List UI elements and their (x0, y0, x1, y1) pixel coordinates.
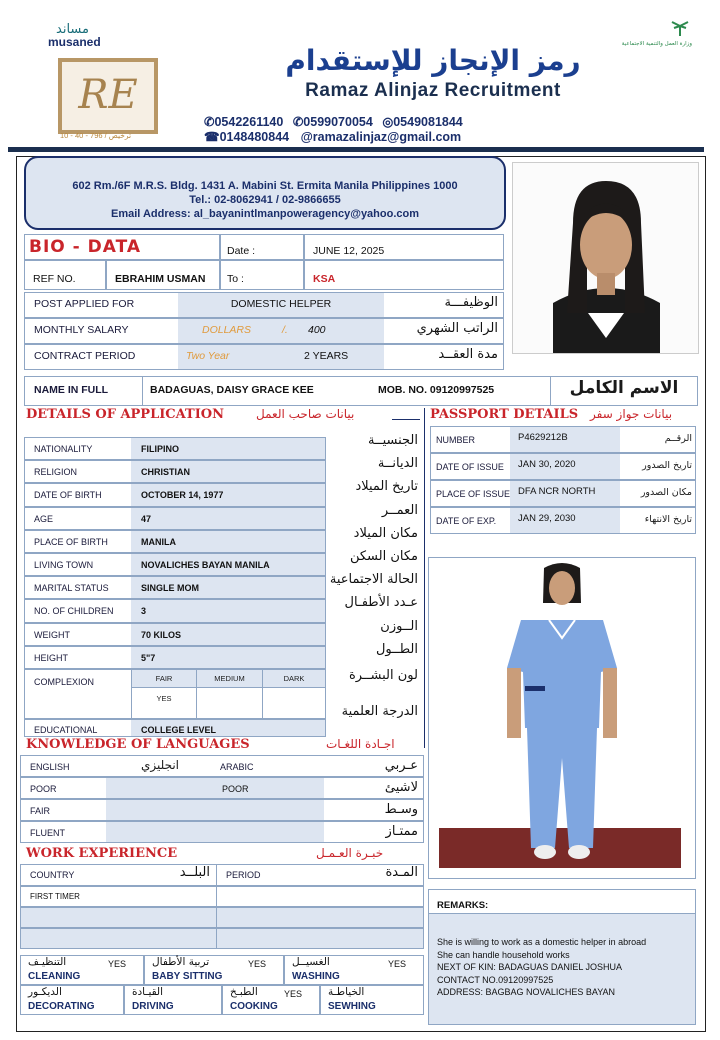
salary-currency: DOLLARS (202, 324, 252, 336)
complexion-mark: YES (131, 688, 196, 718)
education-ar: الدرجة العلمية (341, 704, 418, 719)
passport-label: NUMBER (436, 435, 476, 445)
portrait-image (513, 163, 699, 354)
detail-ar: تاريخ الميلاد (355, 479, 418, 495)
detail-ar: مكان السكن (349, 549, 418, 564)
salary-slash: /. (282, 324, 288, 336)
languages-title-ar: اجـادة اللغـات (326, 737, 395, 751)
phone-3: 0549081844 (393, 115, 463, 129)
name-ar-divider (550, 376, 551, 406)
period-label: PERIOD (226, 870, 261, 880)
detail-value-cell (131, 647, 325, 668)
language-arabic-value: POOR (222, 784, 249, 794)
date-value: JUNE 12, 2025 (313, 245, 385, 257)
salary-label: MONTHLY SALARY (34, 324, 129, 336)
detail-label: AGE (34, 513, 54, 524)
work-row (20, 886, 424, 907)
passport-value: JAN 29, 2030 (518, 513, 576, 524)
phone-row (204, 114, 664, 129)
company-name-ar: رمز الإنجاز للإستقدام (285, 44, 581, 77)
detail-ar: الطــول (375, 641, 418, 657)
company-name-en: Ramaz Alinjaz Recruitment (305, 80, 561, 101)
to-label: To : (227, 273, 244, 285)
english-ar: انجليزي (140, 758, 180, 772)
country-label: COUNTRY (30, 870, 75, 880)
passport-value: P4629212B (518, 432, 568, 443)
detail-ar: الحالة الاجتماعية (329, 572, 418, 588)
detail-label: MARITAL STATUS (34, 583, 109, 594)
palm-icon (668, 20, 692, 36)
work-row-divider (216, 928, 217, 949)
phone-icon: ✆ (292, 115, 304, 129)
mobile-number: MOB. NO. 09120997525 (378, 384, 495, 396)
detail-ar: الجنسيــة (368, 433, 418, 448)
musaned-ar: مساند (56, 22, 89, 37)
detail-value: 3 (141, 606, 147, 617)
remarks-header (429, 890, 695, 914)
complexion-ar: لون البشــرة (348, 668, 418, 683)
skill-ar: الخياطـة (328, 986, 365, 998)
detail-label: RELIGION (34, 467, 78, 478)
passport-ar: مكان الصدور (640, 487, 692, 498)
skill-value: YES (388, 959, 407, 969)
passport-ar: تاريخ الصدور (642, 460, 692, 471)
detail-label: DATE OF BIRTH (34, 490, 102, 501)
remarks-box (428, 889, 696, 1025)
language-level-ar: وسـط (384, 802, 418, 817)
to-value: KSA (313, 273, 336, 285)
detail-label: PLACE OF BIRTH (34, 536, 108, 547)
passport-title-ar: بيانات جواز سفر (590, 407, 673, 421)
languages-title: KNOWLEDGE OF LANGUAGES (26, 737, 250, 752)
detail-value: CHRISTIAN (141, 467, 190, 478)
work-country: FIRST TIMER (30, 892, 80, 901)
arabic-label: ARABIC (220, 762, 254, 772)
detail-label: HEIGHT (34, 652, 69, 663)
logo-letters: RE (78, 72, 138, 118)
musaned-logo (48, 22, 128, 56)
education-label: EDUCATIONAL (34, 725, 98, 735)
ref-value: EBRAHIM USMAN (115, 273, 206, 285)
ref-value-cell (106, 260, 220, 290)
complexion-option: DARK (262, 670, 325, 688)
contract-ar: مدة العقــد (438, 347, 498, 362)
language-arabic-cell (214, 800, 324, 820)
education-value: COLLEGE LEVEL (141, 725, 217, 735)
detail-value: 70 KILOS (141, 629, 182, 640)
detail-value-cell (131, 508, 325, 529)
phone-2: 0599070054 (303, 115, 373, 129)
phone-icon: ✆ (204, 115, 215, 129)
detail-label: NO. OF CHILDREN (34, 606, 114, 617)
phone-icon: ☎ (204, 130, 220, 144)
company-logo (58, 58, 158, 134)
work-row-divider (216, 907, 217, 928)
bio-title-cell (24, 234, 220, 260)
full-photo-image (429, 558, 696, 879)
complexion-mark (262, 688, 325, 718)
skill-en: COOKING (230, 1001, 278, 1012)
remarks-line: CONTACT NO.09120997525 (437, 974, 554, 985)
ref-label: REF NO. (33, 273, 76, 285)
skill-ar: التنظيـف (28, 956, 67, 968)
detail-ar: الديانــة (377, 456, 418, 472)
detail-ar: الــوزن (380, 618, 418, 634)
remarks-lines (429, 914, 695, 999)
skill-value: YES (284, 989, 303, 999)
language-level-ar: لاشيئ (384, 780, 418, 795)
name-label: NAME IN FULL (34, 384, 109, 396)
details-rule (392, 419, 420, 420)
date-label-cell (220, 234, 304, 260)
detail-ar: العمــر (381, 502, 418, 518)
post-label: POST APPLIED FOR (34, 298, 135, 310)
to-value-cell (304, 260, 504, 290)
remarks-line: She is willing to work as a domestic helper in abroad (437, 937, 647, 947)
detail-value-cell (131, 600, 325, 621)
skill-value: YES (108, 959, 127, 969)
passport-title: PASSPORT DETAILS (430, 407, 579, 422)
work-row (20, 928, 424, 949)
passport-label: DATE OF EXP. (436, 516, 497, 526)
passport-ar: تاريخ الانتهاء (644, 514, 692, 525)
remarks-line: ADDRESS: BAGBAG NOVALICHES BAYAN (437, 987, 616, 997)
applicant-portrait (512, 162, 699, 354)
remarks-line: NEXT OF KIN: BADAGUAS DANIEL JOSHUA (437, 962, 623, 972)
details-title: DETAILS OF APPLICATION (26, 407, 224, 422)
musaned-en: musaned (48, 35, 101, 49)
email-icon: @ (300, 130, 313, 144)
name-ar: الاسم الكامل (569, 378, 679, 398)
complexion-option: MEDIUM (196, 670, 262, 688)
skill-en: CLEANING (28, 971, 81, 982)
detail-value: MANILA (141, 536, 176, 547)
details-divider (424, 408, 425, 748)
applicant-full-photo (428, 557, 696, 879)
to-label-cell (220, 260, 304, 290)
details-title-ar: بيانات صاحب العمل (256, 407, 355, 421)
salary-ar: الراتب الشهري (416, 321, 498, 336)
skill-value: YES (248, 959, 267, 969)
language-level-ar: ممتـاز (385, 824, 418, 839)
header-divider (8, 147, 704, 152)
complexion-label: COMPLEXION (34, 677, 95, 687)
work-row (20, 907, 424, 928)
detail-label: NATIONALITY (34, 444, 93, 454)
detail-ar: مكان الميلاد (353, 525, 418, 541)
agency-tel: Tel.: 02-8062941 / 02-9866655 (189, 194, 341, 206)
period-ar: المـدة (385, 865, 418, 880)
language-arabic-cell (214, 822, 324, 842)
language-english-cell (106, 800, 214, 820)
contract-value: 2 YEARS (304, 350, 349, 362)
detail-value: NOVALICHES BAYAN MANILA (141, 560, 270, 570)
detail-label: WEIGHT (34, 629, 70, 640)
skill-en: DRIVING (132, 1001, 174, 1012)
english-label: ENGLISH (30, 762, 70, 772)
date-label: Date : (227, 245, 256, 257)
skill-en: WASHING (292, 971, 340, 982)
skill-en: SEWHING (328, 1001, 376, 1012)
language-level-label: POOR (30, 784, 57, 794)
skill-ar: الطبـخ (230, 986, 258, 998)
name-value: BADAGUAS, DAISY GRACE KEE (150, 384, 314, 396)
email-row (204, 129, 664, 144)
passport-label: PLACE OF ISSUE (436, 489, 511, 499)
work-title-ar: خبـرة العـمـل (316, 846, 384, 860)
skill-ar: الغسيــل (292, 956, 330, 968)
skill-en: DECORATING (28, 1001, 95, 1012)
contract-hint: Two Year (186, 350, 230, 362)
whatsapp-icon: ◎ (382, 115, 394, 129)
company-email: ramazalinjaz@gmail.com (312, 130, 462, 144)
agency-email: Email Address: al_bayanintlmanpoweragency@yahoo.com (110, 208, 420, 220)
remarks-line: She can handle household works (437, 949, 570, 960)
detail-value: 5"7 (141, 652, 156, 663)
name-divider (142, 376, 143, 406)
language-english-cell (106, 778, 214, 798)
work-title: WORK EXPERIENCE (26, 846, 178, 861)
passport-label: DATE OF ISSUE (436, 462, 504, 472)
complexion-mark (196, 688, 262, 718)
license-text: ترخيص / 796 - 40 - 10 (60, 131, 132, 140)
country-ar: البلــد (179, 865, 210, 880)
language-level-label: FLUENT (30, 828, 66, 838)
phone-1: 0542261140 (214, 115, 284, 129)
skill-ar: الديكـور (28, 986, 62, 998)
detail-value: SINGLE MOM (141, 583, 199, 594)
passport-ar: الرقــم (664, 433, 692, 444)
work-row-divider (216, 886, 217, 907)
language-level-label: FAIR (30, 806, 51, 816)
work-header-divider (216, 864, 217, 886)
skill-en: BABY SITTING (152, 971, 223, 982)
ref-label-cell (24, 260, 106, 290)
detail-value: FILIPINO (141, 444, 179, 454)
skill-ar: تربية الأطفال (152, 956, 210, 968)
salary-value: 400 (308, 324, 326, 336)
agency-box (24, 156, 506, 230)
skill-ar: القيـادة (132, 986, 164, 998)
detail-label: LIVING TOWN (34, 560, 94, 570)
language-english-cell (106, 822, 214, 842)
post-ar: الوظيفـــة (444, 295, 498, 310)
phone-4: 0148480844 (219, 130, 290, 144)
detail-value: 47 (141, 513, 152, 524)
bio-title: BIO - DATA (29, 237, 142, 257)
detail-ar: عـدد الأطفـال (344, 595, 418, 611)
date-value-cell (304, 234, 504, 260)
header-banner (8, 14, 704, 146)
passport-value: DFA NCR NORTH (518, 486, 596, 497)
detail-value: OCTOBER 14, 1977 (141, 490, 224, 501)
ministry-ar: وزارة العمل والتنمية الاجتماعية (621, 41, 692, 47)
passport-value: JAN 30, 2020 (518, 459, 576, 470)
contract-label: CONTRACT PERIOD (34, 350, 136, 362)
remarks-title: REMARKS: (437, 900, 489, 911)
arabic-ar: عـربي (384, 758, 418, 773)
post-value: DOMESTIC HELPER (230, 298, 332, 310)
complexion-option: FAIR (131, 670, 196, 688)
agency-address: 602 Rm./6F M.R.S. Bldg. 1431 A. Mabini St. Ermita Manila Philippines 1000 (72, 180, 458, 192)
